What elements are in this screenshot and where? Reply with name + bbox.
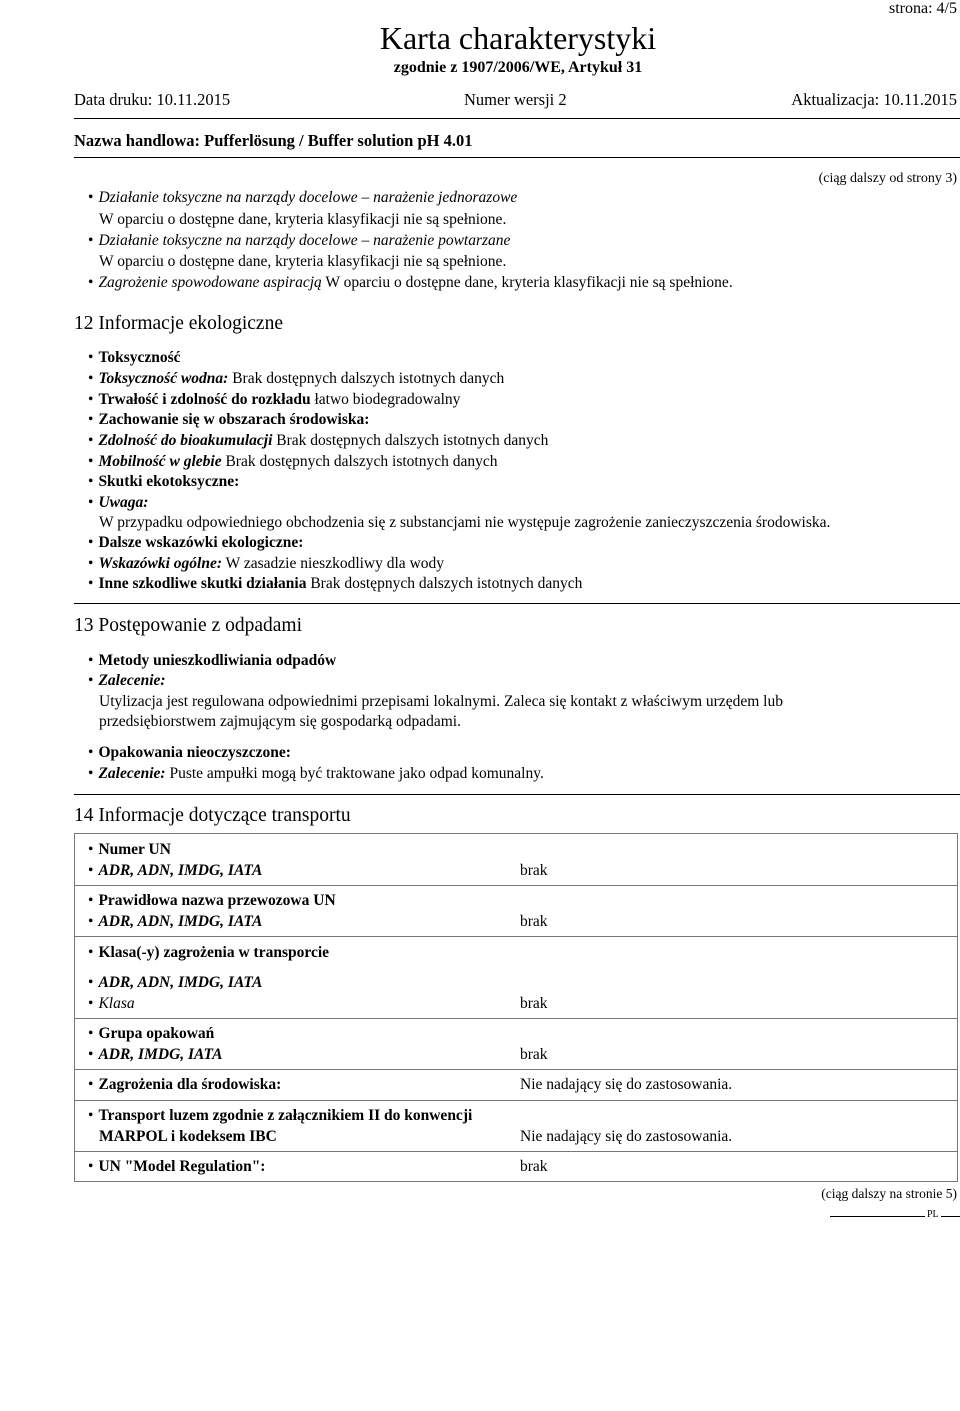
mobility-label: Mobilność w glebie — [98, 453, 222, 470]
language-code: PL — [927, 1209, 939, 1220]
un-number-label: • Numer UN — [88, 840, 171, 860]
packing-group-modes: • ADR, IMDG, IATA — [88, 1045, 222, 1065]
note-label: • Uwaga: — [88, 493, 148, 513]
document-title: Karta charakterystyki — [379, 20, 657, 56]
packaging-rec-label: Zalecenie: — [98, 765, 166, 782]
other-text: Brak dostępnych dalszych istotnych danych — [310, 575, 583, 592]
general-label: Wskazówki ogólne: — [98, 555, 223, 572]
further-heading: • Dalsze wskazówki ekologiczne: — [88, 533, 303, 553]
stot-single-label: • Działanie toksyczne na narządy docelowe – narażenie jednorazowe — [88, 188, 517, 208]
continued-to: (ciąg dalszy na stronie 5) — [821, 1186, 957, 1201]
other-effects-row — [88, 574, 582, 594]
trade-name: Nazwa handlowa: Pufferlösung / Buffer solution pH 4.01 — [74, 131, 473, 150]
un-number-modes: • ADR, ADN, IMDG, IATA — [88, 861, 262, 881]
recommendation-label: • Zalecenie: — [88, 671, 166, 691]
header-divider — [74, 118, 960, 119]
stot-single-text: W oparciu o dostępne dane, kryteria klasyfikacji nie są spełnione. — [99, 211, 507, 228]
recommendation-line-2: przedsiębiorstwem zajmującym się gospodarką odpadami. — [99, 713, 461, 730]
version-number: Numer wersji 2 — [464, 90, 567, 109]
document-subtitle: zgodnie z 1907/2006/WE, Artykuł 31 — [393, 59, 643, 76]
section-12-heading: 12 Informacje ekologiczne — [74, 313, 283, 334]
bioaccumulation-row — [88, 431, 548, 451]
update-date: Aktualizacja: 10.11.2015 — [791, 90, 957, 109]
persistence-row — [88, 390, 460, 410]
aquatic-label: Toksyczność wodna: — [98, 370, 229, 387]
environment-value: Nie nadający się do zastosowania. — [520, 1076, 733, 1093]
aspiration-label: Zagrożenie spowodowane aspiracją — [98, 274, 322, 291]
stot-repeat-label: • Działanie toksyczne na narządy docelowe – narażenie powtarzane — [88, 231, 510, 251]
other-label: Inne szkodliwe skutki działania — [98, 575, 307, 592]
bioacc-text: Brak dostępnych dalszych istotnych danych — [276, 432, 549, 449]
stot-repeat-text: W oparciu o dostępne dane, kryteria klasyfikacji nie są spełnione. — [99, 253, 507, 270]
packing-group-label: • Grupa opakowań — [88, 1024, 214, 1044]
klasa-value: brak — [520, 995, 548, 1012]
klasa-label: • Klasa — [88, 994, 135, 1014]
persistence-label: Trwałość i zdolność do rozkładu — [98, 391, 311, 408]
continued-from: (ciąg dalszy od strony 3) — [818, 171, 957, 186]
packaging-heading: • Opakowania nieoczyszczone: — [88, 743, 291, 763]
aquatic-text: Brak dostępnych dalszych istotnych danych — [232, 370, 505, 387]
print-date: Data druku: 10.11.2015 — [74, 90, 231, 109]
hazard-class-modes: • ADR, ADN, IMDG, IATA — [88, 973, 262, 993]
environment-label: • Zagrożenia dla środowiska: — [88, 1075, 281, 1095]
disposal-methods-heading: • Metody unieszkodliwiania odpadów — [88, 651, 336, 671]
general-text: W zasadzie nieszkodliwy dla wody — [225, 555, 445, 572]
ecotox-heading: • Skutki ekotoksyczne: — [88, 472, 239, 492]
general-row — [88, 554, 444, 574]
proper-name-value: brak — [520, 913, 548, 930]
page-number: strona: 4/5 — [889, 0, 957, 17]
proper-name-label: • Prawidłowa nazwa przewozowa UN — [88, 891, 336, 911]
packing-group-value: brak — [520, 1046, 548, 1063]
aspiration-row — [88, 273, 733, 293]
bulk-transport-line-1: • Transport luzem zgodnie z załącznikiem II do konwencji — [88, 1106, 472, 1126]
note-text: W przypadku odpowiedniego obchodzenia się z substancjami nie występuje zagrożenie zanieczyszczenia środowiska. — [99, 514, 831, 531]
aquatic-toxicity-row — [88, 369, 504, 389]
un-number-value: brak — [520, 862, 548, 879]
section-13-heading: 13 Postępowanie z odpadami — [74, 615, 302, 636]
section-13-divider — [74, 794, 960, 795]
model-regulation-label: • UN "Model Regulation": — [88, 1157, 265, 1177]
section-14-heading: 14 Informacje dotyczące transportu — [74, 805, 351, 826]
packaging-rec-text: Puste ampułki mogą być traktowane jako odpad komunalny. — [169, 765, 544, 782]
behaviour-heading: • Zachowanie się w obszarach środowiska: — [88, 410, 369, 430]
mobility-row — [88, 452, 498, 472]
tradename-divider — [74, 157, 960, 158]
packaging-recommendation-row — [88, 764, 544, 784]
persistence-text: łatwo biodegradowalny — [314, 391, 461, 408]
bulk-transport-value: Nie nadający się do zastosowania. — [520, 1128, 733, 1145]
aspiration-text: W oparciu o dostępne dane, kryteria klasyfikacji nie są spełnione. — [325, 274, 733, 291]
proper-name-modes: • ADR, ADN, IMDG, IATA — [88, 912, 262, 932]
section-12-divider — [74, 603, 960, 604]
bulk-transport-line-2: MARPOL i kodeksem IBC — [99, 1128, 277, 1145]
hazard-class-label: • Klasa(-y) zagrożenia w transporcie — [88, 943, 329, 963]
mobility-text: Brak dostępnych dalszych istotnych danych — [225, 453, 498, 470]
recommendation-line-1: Utylizacja jest regulowana odpowiednimi przepisami lokalnymi. Zaleca się kontakt z właściwym urzędem lub — [99, 693, 783, 710]
toxicity-heading: • Toksyczność — [88, 348, 181, 368]
model-regulation-value: brak — [520, 1158, 548, 1175]
bioacc-label: Zdolność do bioakumulacji — [98, 432, 273, 449]
